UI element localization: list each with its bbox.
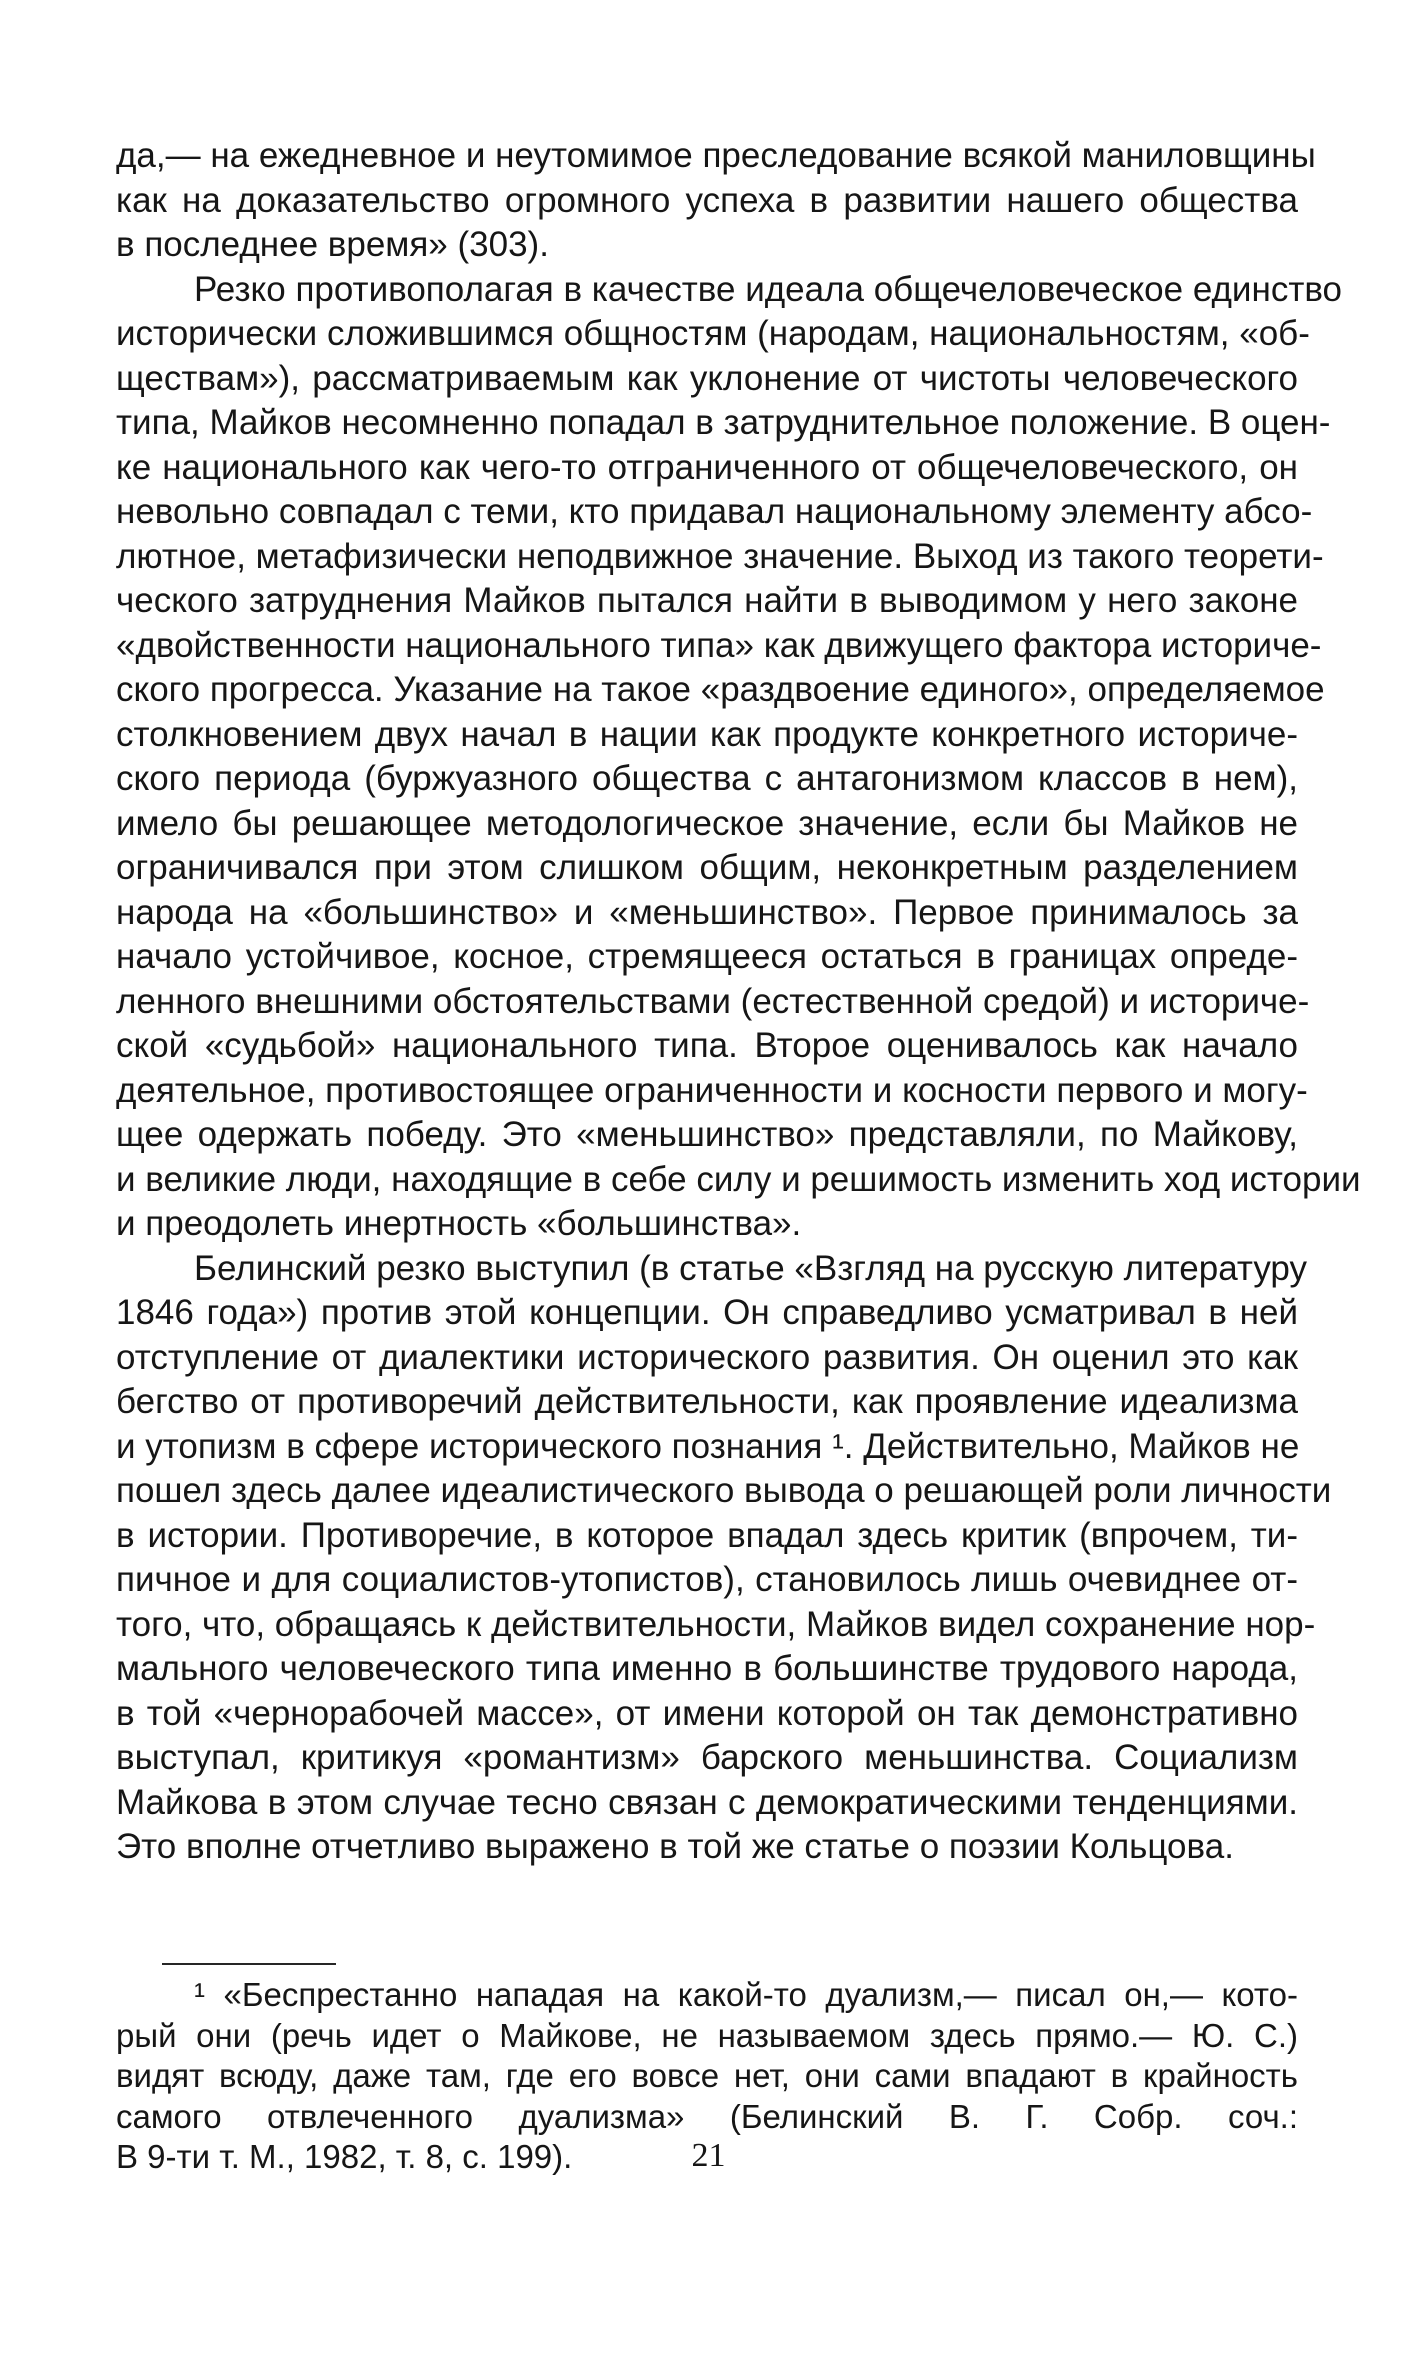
text-line: ществам»), рассматриваемым как уклонение от чистоты человеческого <box>116 358 1298 398</box>
text-line: ческого затруднения Майков пытался найти в выводимом у него законе <box>116 581 1298 620</box>
text-line: ленного внешними обстоятельствами (естественной средой) и историче- <box>116 981 1310 1021</box>
footnote-separator <box>162 1963 336 1965</box>
text-line: пичное и для социалистов-утопистов), становилось лишь очевиднее от- <box>116 1560 1298 1599</box>
text-line: ского прогресса. Указание на такое «раздвоение единого», определяемое <box>116 670 1325 709</box>
text-line: начало устойчивое, косное, стремящееся остаться в границах опреде- <box>116 937 1298 976</box>
text-line: ского периода (буржуазного общества с антагонизмом классов в нем), <box>116 759 1298 798</box>
text-line: лютное, метафизически неподвижное значение. Выход из такого теорети- <box>116 536 1324 576</box>
text-line: народа на «большинство» и «меньшинство». Первое принималось за <box>116 892 1298 932</box>
text-line: столкновением двух начал в нации как продукте конкретного историче- <box>116 714 1298 754</box>
footnote-line: В 9-ти т. М., 1982, т. 8, с. 199). <box>116 2138 573 2175</box>
text-line: ке национального как чего-то отграниченного от общечеловеческого, он <box>116 447 1298 487</box>
page-number: 21 <box>691 2137 726 2174</box>
text-line: ограничивался при этом слишком общим, неконкретным разделением <box>116 848 1298 887</box>
text-line: да,— на ежедневное и неутомимое преследование всякой маниловщины <box>116 136 1316 175</box>
text-line: и утопизм в сфере исторического познания ¹. Действительно, Майков не <box>116 1426 1300 1466</box>
text-line: имело бы решающее методологическое значение, если бы Майков не <box>116 803 1298 843</box>
footnote-line: рый они (речь идет о Майкове, не называемом здесь прямо.— Ю. С.) <box>116 2016 1298 2054</box>
footnote-line: самого отвлеченного дуализма» (Белинский В. Г. Собр. соч.: <box>116 2097 1298 2135</box>
text-line: выступал, критикуя «романтизм» барского меньшинства. Социализм <box>116 1738 1298 1777</box>
body-text <box>116 134 1361 1870</box>
text-line: бегство от противоречий действительности, как проявление идеализма <box>116 1382 1298 1421</box>
text-line: мального человеческого типа именно в большинстве трудового народа, <box>116 1649 1298 1688</box>
text-line: типа, Майков несомненно попадал в затруднительное положение. В оцен- <box>116 403 1331 442</box>
text-line: в последнее время» (303). <box>116 225 549 264</box>
text-line: Это вполне отчетливо выражено в той же статье о поэзии Кольцова. <box>116 1827 1234 1866</box>
text-line: и великие люди, находящие в себе силу и решимость изменить ход истории <box>116 1159 1361 1199</box>
text-line: 1846 года») против этой концепции. Он справедливо усматривал в ней <box>116 1293 1298 1332</box>
text-line: и преодолеть инертность «большинства». <box>116 1204 802 1243</box>
text-line: невольно совпадал с теми, кто придавал национальному элементу абсо- <box>116 492 1313 531</box>
text-line: в истории. Противоречие, в которое впадал здесь критик (впрочем, ти- <box>116 1515 1298 1555</box>
text-line: щее одержать победу. Это «меньшинство» представляли, по Майкову, <box>116 1115 1298 1154</box>
text-line: Белинский резко выступил (в статье «Взгляд на русскую литературу <box>194 1248 1307 1288</box>
text-line: того, что, обращаясь к действительности, Майков видел сохранение нор- <box>116 1604 1316 1644</box>
text-line: как на доказательство огромного успеха в развитии нашего общества <box>116 180 1298 220</box>
text-line: ской «судьбой» национального типа. Второе оценивалось как начало <box>116 1026 1298 1065</box>
text-line: деятельное, противостоящее ограниченности и косности первого и могу- <box>116 1070 1308 1110</box>
text-line: Резко противополагая в качестве идеала общечеловеческое единство <box>194 269 1343 309</box>
footnote-line: видят всюду, даже там, где его вовсе нет, они сами впадают в крайность <box>116 2057 1298 2094</box>
text-line: в той «чернорабочей массе», от имени которой он так демонстративно <box>116 1693 1298 1733</box>
text-line: «двойственности национального типа» как движущего фактора историче- <box>116 625 1322 665</box>
footnote-line: ¹ «Беспрестанно нападая на какой-то дуализм,— писал он,— кото- <box>194 1976 1298 2013</box>
text-line: отступление от диалектики исторического развития. Он оценил это как <box>116 1337 1298 1377</box>
text-line: Майкова в этом случае тесно связан с демократическими тенденциями. <box>116 1782 1298 1822</box>
text-line: пошел здесь далее идеалистического вывода о решающей роли личности <box>116 1471 1332 1510</box>
text-line: исторически сложившимся общностям (народам, национальностям, «об- <box>116 314 1310 353</box>
